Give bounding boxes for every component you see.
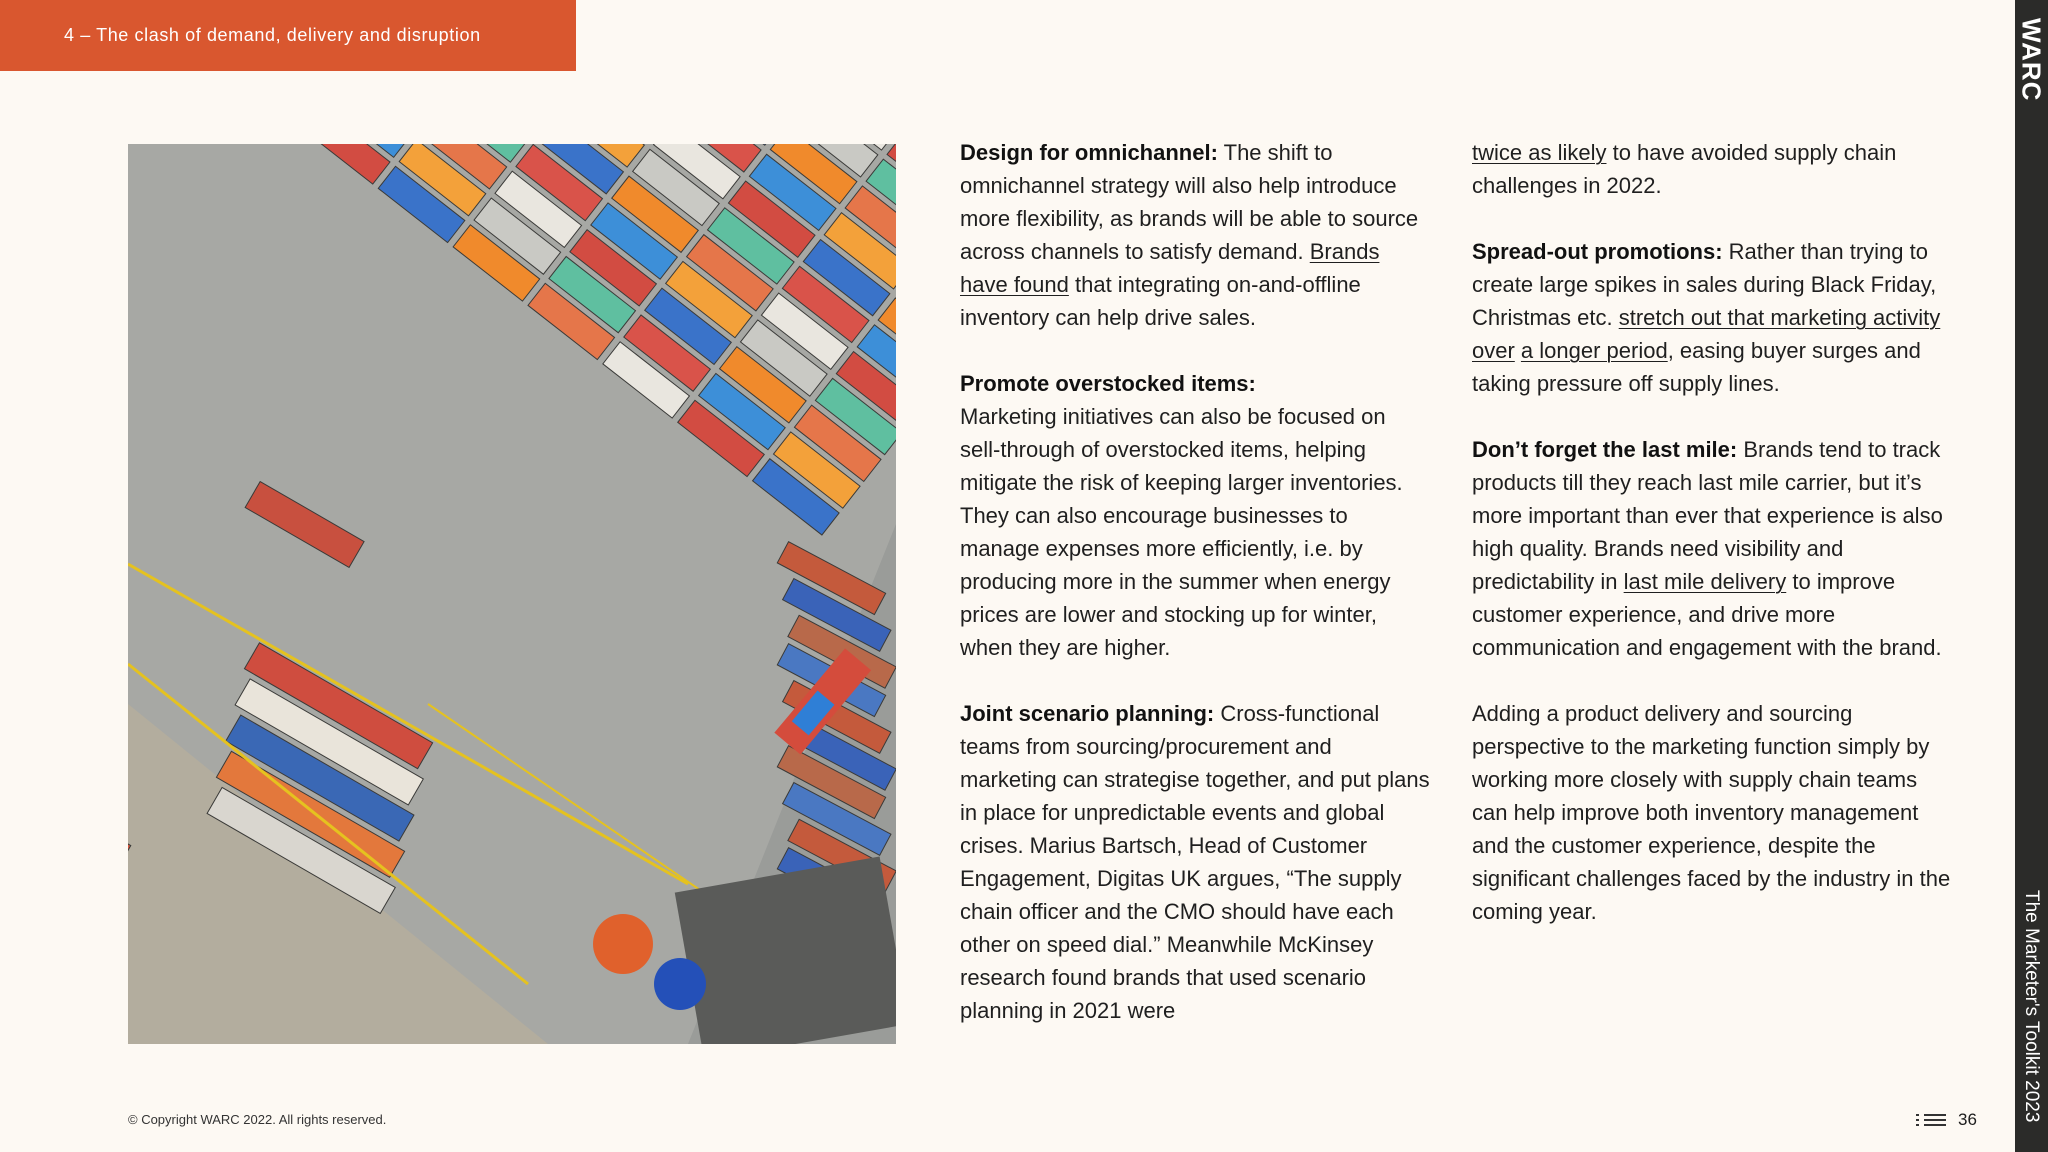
heading-design-omnichannel: Design for omnichannel: <box>960 140 1218 165</box>
paragraph-text: Brands tend to track products till they reach last mile carrier, but it’s more important than ever that experience is also high quality. Brands need visibility and predictability in <box>1472 437 1943 594</box>
link-stretch-out[interactable]: stretch out that marketing activity over <box>1472 305 1941 363</box>
paragraph-conclusion <box>1472 697 1952 928</box>
copyright-notice: © Copyright WARC 2022. All rights reserved. <box>128 1112 387 1127</box>
page-navigation <box>1916 1110 1977 1130</box>
paragraph-text: The shift to omnichannel strategy will also help introduce more flexibility, as brands will be able to source across channels to satisfy demand. <box>960 140 1419 264</box>
paragraph-text: Rather than trying to create large spikes in sales during Black Friday, Christmas etc. <box>1472 239 1937 330</box>
paragraph-design-omnichannel <box>960 136 1430 334</box>
page-number: 36 <box>1958 1110 1977 1129</box>
section-label: 4 – The clash of demand, delivery and disruption <box>64 25 481 45</box>
section-tab <box>0 0 576 71</box>
heading-joint-scenario: Joint scenario planning: <box>960 701 1215 726</box>
heading-promote-overstocked: Promote overstocked items: <box>960 371 1256 396</box>
paragraph-text: Adding a product delivery and sourcing perspective to the marketing function simply by working more closely with supply chain teams can help improve both inventory management and the customer experience, despite the significant challenges faced by the industry in the coming year. <box>1472 701 1951 924</box>
paragraph-joint-scenario <box>960 697 1430 1027</box>
heading-last-mile: Don’t forget the last mile: <box>1472 437 1738 462</box>
paragraph-text: Marketing initiatives can also be focused on sell-through of overstocked items, helping mitigate the risk of keeping larger inventories. They can also encourage businesses to manage expenses more efficiently, i.e. by producing more in the summer when energy prices are lower and stocking up for winter, when they are higher. <box>960 404 1403 660</box>
container-port-photo <box>128 144 896 1044</box>
link-longer-period[interactable]: a longer period <box>1520 338 1668 363</box>
heading-spread-out: Spread-out promotions: <box>1472 239 1723 264</box>
paragraph-spread-out <box>1472 235 1952 400</box>
paragraph-text: Cross-functional teams from sourcing/procurement and marketing can strategise together, and put plans in place for unpredictable events and global crises. Marius Bartsch, Head of Customer Engagement, Digitas UK argues, “The supply chain officer and the CMO should have each other on speed dial.” Meanwhile McKinsey research found brands that used scenario planning in 2021 were <box>960 701 1430 1023</box>
paragraph-last-mile <box>1472 433 1952 664</box>
warc-logo: WARC <box>2016 18 2047 102</box>
link-brands-have-found[interactable]: Brands have found <box>960 239 1380 297</box>
link-last-mile-delivery[interactable]: last mile delivery <box>1623 569 1787 594</box>
link-twice-as-likely[interactable]: twice as likely <box>1472 140 1607 165</box>
menu-list-icon[interactable] <box>1916 1113 1946 1127</box>
paragraph-promote-overstocked <box>960 367 1430 664</box>
publication-title: The Marketer's Toolkit 2023 <box>2021 890 2042 1123</box>
paragraph-text: to have avoided supply chain challenges in 2022. <box>1472 140 1897 198</box>
text-column-2 <box>1472 136 1952 961</box>
paragraph-text: , easing buyer surges and taking pressure off supply lines. <box>1472 338 1921 396</box>
text-column-1 <box>960 136 1430 1060</box>
paragraph-text: to improve customer experience, and drive more communication and engagement with the brand. <box>1472 569 1942 660</box>
paragraph-text: that integrating on-and-offline inventory can help drive sales. <box>960 272 1361 330</box>
paragraph-continuation <box>1472 136 1952 202</box>
